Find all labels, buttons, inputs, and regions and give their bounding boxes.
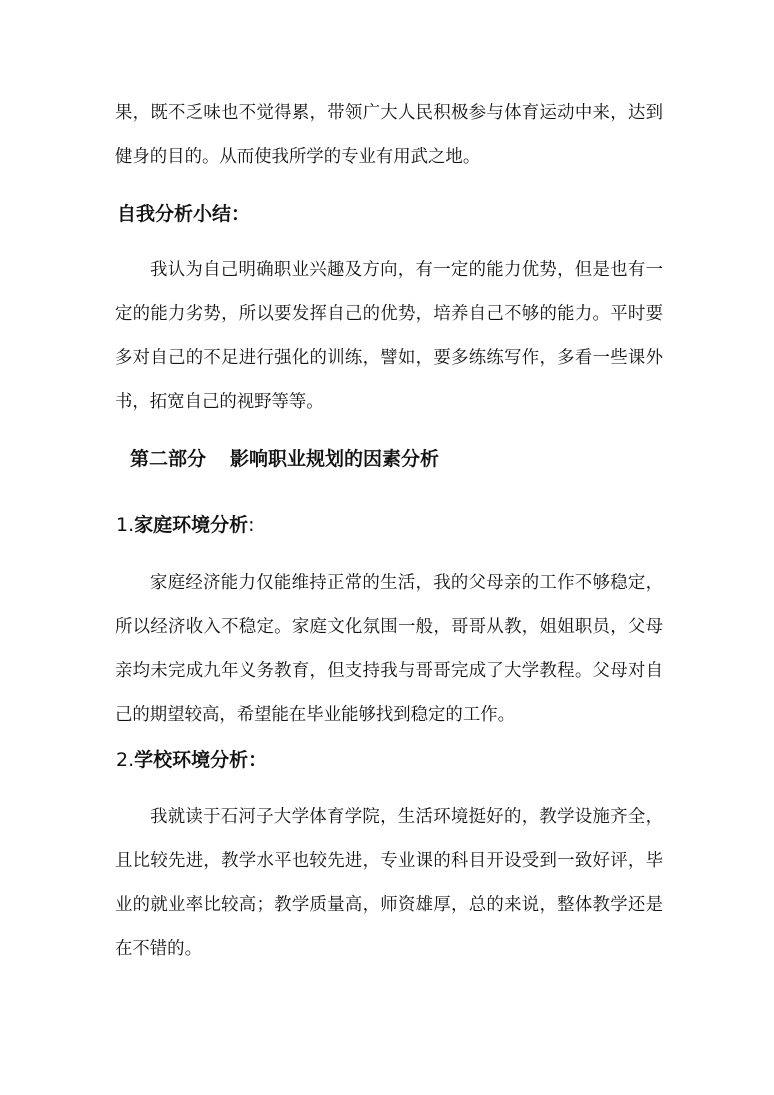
- summary-heading: 自我分析小结：: [117, 203, 251, 225]
- part2-label: 第二部分: [130, 448, 207, 470]
- part2-heading: [130, 445, 439, 473]
- school-paragraph: 我就读于石河子大学体育学院，生活环境挺好的，教学设施齐全，且比较先进，教学水平也较先进，专业课的科目开设受到一致好评，毕业的就业率比较高；教学质量高，师资雄厚，总的来说，整体教学还是在不错的。: [115, 807, 663, 959]
- summary-paragraph: 我认为自己明确职业兴趣及方向，有一定的能力优势，但是也有一定的能力劣势，所以要发挥自己的优势，培养自己不够的能力。平时要多对自己的不足进行强化的训练，譬如，要多练练写作，多看一些课外书，拓宽自己的视野等等。: [115, 260, 663, 412]
- family-colon: :: [248, 514, 255, 536]
- family-paragraph: 家庭经济能力仅能维持正常的生活，我的父母亲的工作不够稳定，所以经济收入不稳定。家庭文化氛围一般，哥哥从教，姐姐职员，父母亲均未完成九年义务教育，但支持我与哥哥完成了大学教程。父母对自己的期望较高，希望能在毕业能够找到稳定的工作。: [115, 573, 663, 725]
- family-heading-text: 家庭环境分析: [134, 514, 249, 536]
- intro-paragraph: 果，既不乏味也不觉得累，带领广大人民积极参与体育运动中来，达到健身的目的。从而使我所学的专业有用武之地。: [115, 103, 663, 167]
- school-heading-text: 学校环境分析：: [134, 749, 268, 771]
- school-heading: [116, 746, 267, 774]
- school-number: 2.: [116, 749, 135, 771]
- family-number: 1.: [116, 514, 135, 536]
- part2-title: 影响职业规划的因素分析: [230, 448, 440, 470]
- family-heading: [116, 511, 255, 539]
